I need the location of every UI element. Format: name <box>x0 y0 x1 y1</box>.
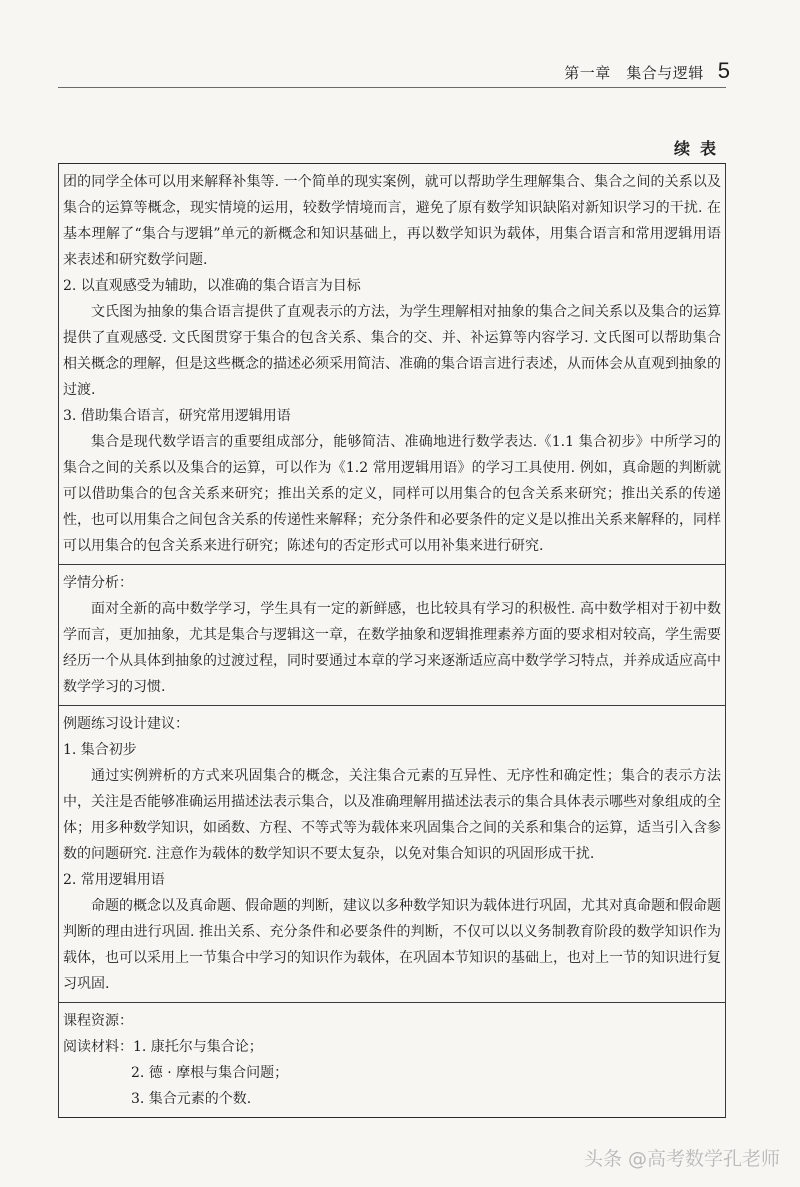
chapter-title: 第一章 集合与逻辑 <box>564 64 704 82</box>
subheading: 1. 集合初步 <box>63 742 137 758</box>
cell-title: 学情分析： <box>63 575 133 591</box>
course-resources-cell <box>59 1002 725 1117</box>
cell-title: 课程资源： <box>63 1013 133 1029</box>
table-continued-caption: 续表 <box>673 139 726 158</box>
subheading: 3. 借助集合语言，研究常用逻辑用语 <box>63 408 291 424</box>
paragraph: 面对全新的高中数学学习，学生具有一定的新鲜感，也比较具有学习的积极性. 高中数学相对于初中数学而言，更加抽象，尤其是集合与逻辑这一章，在数学抽象和逻辑推理素养方面的要求相对较高，学生需要经历一个从具体到抽象的过渡过程，同时要通过本章的学习来逐渐适应高中数学学习特点，并养成适应高中数学学习的习惯. <box>63 601 721 695</box>
cell-title: 例题练习设计建议： <box>63 716 189 732</box>
reading-label: 阅读材料： <box>63 1039 133 1055</box>
design-notes-cell <box>59 164 725 564</box>
resource-item-text: 1. 康托尔与集合论； <box>133 1039 263 1055</box>
lesson-plan-table <box>58 163 726 1118</box>
resource-item <box>63 1034 721 1060</box>
exercise-suggestions-cell <box>59 705 725 1002</box>
learner-analysis-cell <box>59 564 725 705</box>
paragraph: 团的同学全体可以用来解释补集等. 一个简单的现实案例，就可以帮助学生理解集合、集合之间的关系以及集合的运算等概念，现实情境的运用，较数学情境而言，避免了原有数学知识缺陷对新知识学习的干扰. 在基本理解了“集合与逻辑”单元的新概念和知识基础上，再以数学知识为载体，用集合语言和常用逻辑用语来表述和研究数学问题. <box>63 174 721 268</box>
subheading: 2. 以直观感受为辅助，以准确的集合语言为目标 <box>63 278 361 294</box>
header-rule <box>58 87 726 88</box>
paragraph: 文氏图为抽象的集合语言提供了直观表示的方法，为学生理解相对抽象的集合之间关系以及集合的运算提供了直观感受. 文氏图贯穿于集合的包含关系、集合的交、并、补运算等内容学习. 文氏图可以帮助集合相关概念的理解，但是这些概念的描述必须采用简洁、准确的集合语言进行表述，从而体会从直观到抽象的过渡. <box>63 304 721 398</box>
running-header <box>564 58 730 84</box>
watermark: 头条 @高考数学孔老师 <box>583 1148 780 1170</box>
resource-item: 3. 集合元素的个数. <box>131 1091 252 1107</box>
paragraph: 命题的概念以及真命题、假命题的判断，建议以多种数学知识为载体进行巩固，尤其对真命题和假命题判断的理由进行巩固. 推出关系、充分条件和必要条件的判断，不仅可以以义务制教育阶段的数学知识作为载体，也可以采用上一节集合中学习的知识作为载体，在巩固本节知识的基础上，也对上一节的知识进行复习巩固. <box>63 898 721 992</box>
paragraph: 集合是现代数学语言的重要组成部分，能够简洁、准确地进行数学表达.《1.1 集合初步》中所学习的集合之间的关系以及集合的运算，可以作为《1.2 常用逻辑用语》的学习工具使用. 例如，真命题的判断就可以借助集合的包含关系来研究；推出关系的定义，同样可以用集合的包含关系来研究；推出关系的传递性，也可以用集合之间包含关系的传递性来解释；充分条件和必要条件的定义是以推出关系来解释的，同样可以用集合的包含关系来进行研究；陈述句的否定形式可以用补集来进行研究. <box>63 434 721 554</box>
paragraph: 通过实例辨析的方式来巩固集合的概念，关注集合元素的互异性、无序性和确定性；集合的表示方法中，关注是否能够准确运用描述法表示集合，以及准确理解用描述法表示的集合具体表示哪些对象组成的全体；用多种数学知识，如函数、方程、不等式等为载体来巩固集合之间的关系和集合的运算，适当引入含参数的问题研究. 注意作为载体的数学知识不要太复杂，以免对集合知识的巩固形成干扰. <box>63 768 721 862</box>
subheading: 2. 常用逻辑用语 <box>63 872 165 888</box>
page-number: 5 <box>717 58 730 83</box>
resource-item: 2. 德 · 摩根与集合问题； <box>131 1065 289 1081</box>
